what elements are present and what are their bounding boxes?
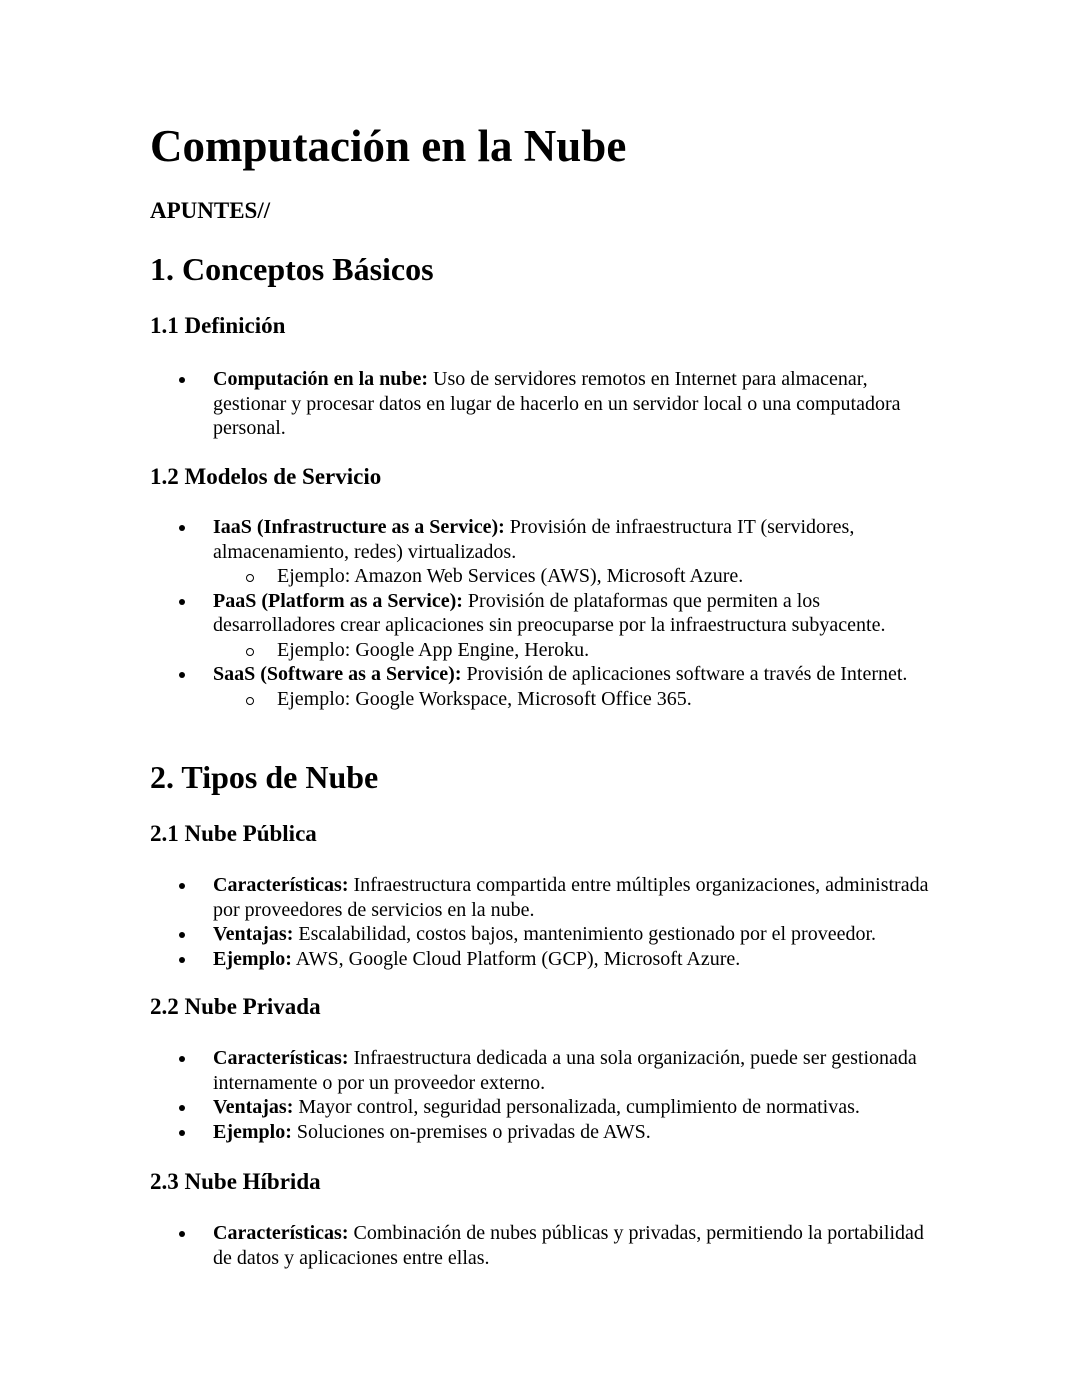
example-text: Ejemplo: Amazon Web Services (AWS), Microsoft Azure. xyxy=(277,565,744,587)
item-term: PaaS (Platform as a Service): xyxy=(213,589,463,612)
item-term: IaaS (Infrastructure as a Service): xyxy=(213,516,505,538)
item-term: Ejemplo: xyxy=(213,1120,292,1143)
list-item xyxy=(150,947,940,972)
example-sublist xyxy=(213,638,940,663)
example-sublist xyxy=(213,564,940,589)
example-text: Ejemplo: Google Workspace, Microsoft Office 365. xyxy=(277,687,692,710)
item-text: Escalabilidad, costos bajos, mantenimiento gestionado por el proveedor. xyxy=(293,923,877,945)
bullet-icon xyxy=(179,883,185,889)
definition-list xyxy=(150,367,940,441)
bullet-icon xyxy=(179,1056,185,1062)
item-text: AWS, Google Cloud Platform (GCP), Microsoft Azure. xyxy=(291,947,741,970)
bullet-icon xyxy=(179,957,185,963)
list-item xyxy=(150,1046,940,1095)
item-text: Mayor control, seguridad personalizada, cumplimiento de normativas. xyxy=(293,1096,860,1118)
list-item xyxy=(150,1120,940,1145)
bullet-icon xyxy=(179,599,185,605)
circle-bullet-icon xyxy=(246,574,254,582)
item-term: Características: xyxy=(213,1222,349,1244)
item-term: SaaS (Software as a Service): xyxy=(213,663,462,685)
list-item xyxy=(150,922,940,947)
bullet-icon xyxy=(179,377,185,383)
item-term: Ventajas: xyxy=(213,1096,294,1118)
bullet-icon xyxy=(179,525,185,531)
list-item xyxy=(150,873,940,922)
bullet-icon xyxy=(179,1105,185,1111)
list-item xyxy=(150,367,940,441)
item-term: Características: xyxy=(213,1047,349,1069)
section-heading-tipos-nube: 2. Tipos de Nube xyxy=(150,759,379,795)
item-term: Computación en la nube: xyxy=(213,368,429,390)
list-item xyxy=(150,1095,940,1120)
item-term: Ejemplo: xyxy=(213,947,292,970)
service-models-list xyxy=(150,515,940,711)
subsection-heading-nube-privada: 2.2 Nube Privada xyxy=(150,994,321,1019)
sub-list-item xyxy=(213,638,940,663)
private-cloud-list xyxy=(150,1046,940,1144)
item-text: Combinación de nubes públicas y privadas, permitiendo la portabilidad de datos y aplicaciones entre ellas. xyxy=(213,1222,924,1269)
list-item xyxy=(150,1221,940,1270)
item-text: Provisión de infraestructura IT (servidores, almacenamiento, redes) virtualizados. xyxy=(213,516,855,563)
bullet-icon xyxy=(179,1231,185,1237)
public-cloud-list xyxy=(150,873,940,971)
subsection-heading-definicion: 1.1 Definición xyxy=(150,313,286,338)
document-title: Computación en la Nube xyxy=(150,121,627,171)
example-sublist xyxy=(213,687,940,712)
item-text: Uso de servidores remotos en Internet para almacenar, gestionar y procesar datos en lugar de hacerlo en un servidor local o una computadora personal. xyxy=(213,368,901,439)
subsection-heading-modelos-servicio: 1.2 Modelos de Servicio xyxy=(150,464,382,489)
example-text: Ejemplo: Google App Engine, Heroku. xyxy=(277,638,590,661)
bullet-icon xyxy=(179,932,185,938)
item-term: Características: xyxy=(213,874,349,896)
item-text: Infraestructura dedicada a una sola organización, puede ser gestionada internamente o por un proveedor externo. xyxy=(213,1047,917,1094)
sub-list-item xyxy=(213,687,940,712)
item-text: Infraestructura compartida entre múltiples organizaciones, administrada por proveedores de servicios en la nube. xyxy=(213,874,929,921)
bullet-icon xyxy=(179,672,185,678)
item-text: Soluciones on-premises o privadas de AWS. xyxy=(291,1120,651,1143)
list-item xyxy=(150,515,940,589)
circle-bullet-icon xyxy=(246,648,254,656)
circle-bullet-icon xyxy=(246,697,254,705)
document-subtitle: APUNTES// xyxy=(150,198,271,223)
section-heading-conceptos-basicos: 1. Conceptos Básicos xyxy=(150,251,434,287)
bullet-icon xyxy=(179,1130,185,1136)
subsection-heading-nube-hibrida: 2.3 Nube Híbrida xyxy=(150,1169,321,1194)
item-text: Provisión de aplicaciones software a través de Internet. xyxy=(461,663,908,685)
item-term: Ventajas: xyxy=(213,923,294,945)
hybrid-cloud-list xyxy=(150,1221,940,1270)
subsection-heading-nube-publica: 2.1 Nube Pública xyxy=(150,821,317,846)
list-item xyxy=(150,589,940,663)
list-item xyxy=(150,662,940,711)
sub-list-item xyxy=(213,564,940,589)
item-text: Provisión de plataformas que permiten a los desarrolladores crear aplicaciones sin preocuparse por la infraestructura subyacente. xyxy=(213,589,886,636)
